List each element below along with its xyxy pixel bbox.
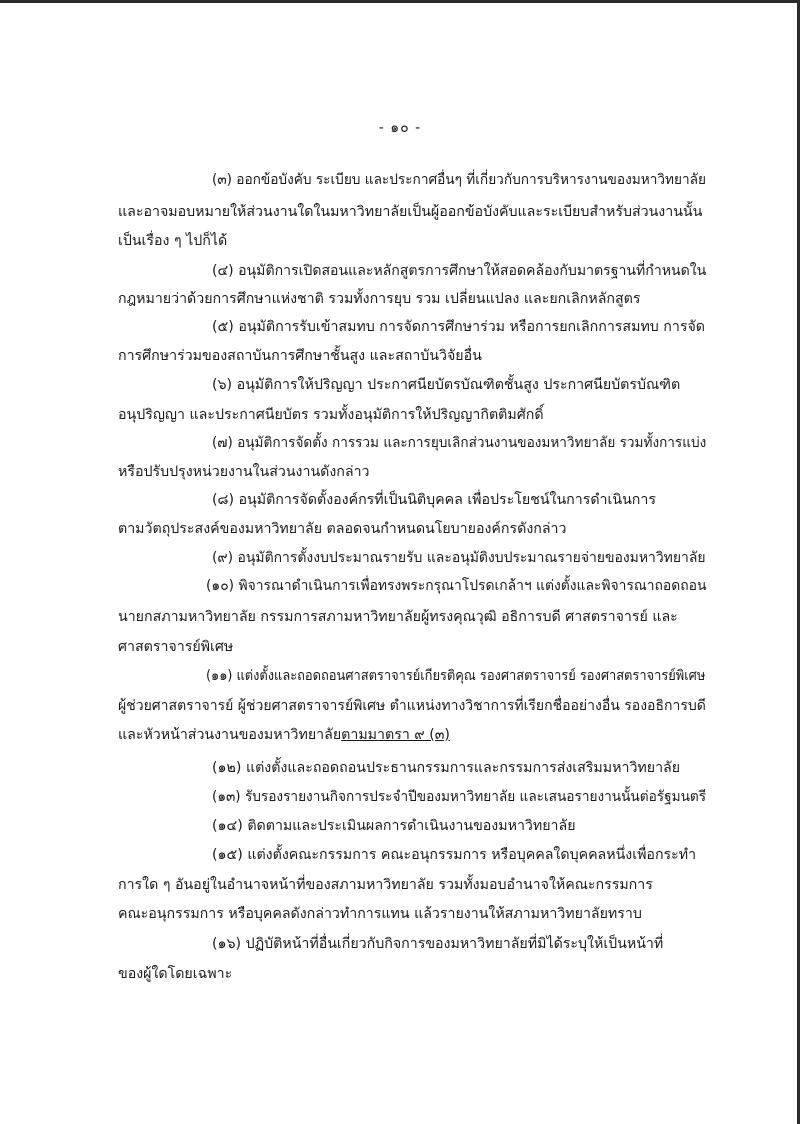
page-number: - ๑๐ - xyxy=(378,120,422,136)
clause-6-line-2: อนุปริญญา และประกาศนียบัตร รวมทั้งอนุมัติการให้ปริญญากิตติมศักดิ์ xyxy=(118,407,544,423)
clause-11-line-1: (๑๑) แต่งตั้งและถอดถอนศาสตราจารย์เกียรติคุณ รองศาสตราจารย์ รองศาสตราจารย์พิเศษ xyxy=(206,668,706,684)
clause-10-line-2: นายกสภามหาวิทยาลัย กรรมการสภามหาวิทยาลัยผู้ทรงคุณวุฒิ อธิการบดี ศาสตราจารย์ และ xyxy=(118,609,678,625)
clause-3-line-1: (๓) ออกข้อบังคับ ระเบียบ และประกาศอื่นๆ ที่เกี่ยวกับการบริหารงานของมหาวิทยาลัย xyxy=(212,172,706,188)
clause-8-line-1: (๘) อนุมัติการจัดตั้งองค์กรที่เป็นนิติบุคคล เพื่อประโยชน์ในการดำเนินการ xyxy=(212,492,656,508)
clause-11-underlined-reference: ตามมาตรา ๙ (๓) xyxy=(341,727,450,743)
clause-11-line-3 xyxy=(118,725,450,745)
clause-15-line-1: (๑๕) แต่งตั้งคณะกรรมการ คณะอนุกรรมการ หรือบุคคลใดบุคคลหนึ่งเพื่อกระทำ xyxy=(212,847,697,863)
clause-16-line-2: ของผู้ใดโดยเฉพาะ xyxy=(118,966,233,982)
clause-5-line-1: (๕) อนุมัติการรับเข้าสมทบ การจัดการศึกษาร่วม หรือการยกเลิกการสมทบ การจัด xyxy=(212,319,706,335)
clause-4-line-2: กฎหมายว่าด้วยการศึกษาแห่งชาติ รวมทั้งการยุบ รวม เปลี่ยนแปลง และยกเลิกหลักสูตร xyxy=(118,291,641,307)
clause-10-line-3: ศาสตราจารย์พิเศษ xyxy=(118,639,234,655)
clause-5-line-2: การศึกษาร่วมของสถาบันการศึกษาชั้นสูง และสถาบันวิจัยอื่น xyxy=(118,348,482,364)
clause-7-line-2: หรือปรับปรุงหน่วยงานในส่วนงานดังกล่าว xyxy=(118,464,370,480)
clause-10-line-1: (๑๐) พิจารณาดำเนินการเพื่อทรงพระกรุณาโปรดเกล้าฯ แต่งตั้งและพิจารณาถอดถอน xyxy=(206,578,707,594)
clause-11-line-2: ผู้ช่วยศาสตราจารย์ ผู้ช่วยศาสตราจารย์พิเศษ ตำแหน่งทางวิชาการที่เรียกชื่ออย่างอื่น รองอธิการบดี xyxy=(118,698,706,714)
clause-15-line-3: คณะอนุกรรมการ หรือบุคคลดังกล่าวทำการแทน แล้วรายงานให้สภามหาวิทยาลัยทราบ xyxy=(118,906,642,922)
page-edge-top xyxy=(0,0,800,3)
clause-15-line-2: การใด ๆ อันอยู่ในอำนาจหน้าที่ของสภามหาวิทยาลัย รวมทั้งมอบอำนาจให้คณะกรรมการ xyxy=(118,877,653,893)
clause-11-line-3-text: และหัวหน้าส่วนงานของมหาวิทยาลัย xyxy=(118,727,342,743)
clause-4-line-1: (๔) อนุมัติการเปิดสอนและหลักสูตรการศึกษาให้สอดคล้องกับมาตรฐานที่กำหนดใน xyxy=(212,263,707,279)
clause-9-line-1: (๙) อนุมัติการตั้งงบประมาณรายรับ และอนุมัติงบประมาณรายจ่ายของมหาวิทยาลัย xyxy=(212,550,706,566)
clause-13-line-1: (๑๓) รับรองรายงานกิจการประจำปีของมหาวิทยาลัย และเสนอรายงานนั้นต่อรัฐมนตรี xyxy=(212,789,707,805)
clause-3-line-2: และอาจมอบหมายให้ส่วนงานใดในมหาวิทยาลัยเป็นผู้ออกข้อบังคับและระเบียบสำหรับส่วนงานนั้น xyxy=(118,204,703,220)
clause-3-line-3: เป็นเรื่อง ๆ ไปก็ได้ xyxy=(118,233,228,249)
clause-12-line-1: (๑๒) แต่งตั้งและถอดถอนประธานกรรมการและกรรมการส่งเสริมมหาวิทยาลัย xyxy=(212,760,681,776)
clause-14-line-1: (๑๔) ติดตามและประเมินผลการดำเนินงานของมหาวิทยาลัย xyxy=(212,818,576,834)
clause-8-line-2: ตามวัตถุประสงค์ของมหาวิทยาลัย ตลอดจนกำหนดนโยบายองค์กรดังกล่าว xyxy=(118,521,567,537)
clause-6-line-1: (๖) อนุมัติการให้ปริญญา ประกาศนียบัตรบัณฑิตชั้นสูง ประกาศนียบัตรบัณฑิต xyxy=(212,377,681,393)
clause-7-line-1: (๗) อนุมัติการจัดตั้ง การรวม และการยุบเลิกส่วนงานของมหาวิทยาลัย รวมทั้งการแบ่ง xyxy=(212,435,707,451)
clause-16-line-1: (๑๖) ปฏิบัติหน้าที่อื่นเกี่ยวกับกิจการของมหาวิทยาลัยที่มิได้ระบุให้เป็นหน้าที่ xyxy=(212,936,664,952)
